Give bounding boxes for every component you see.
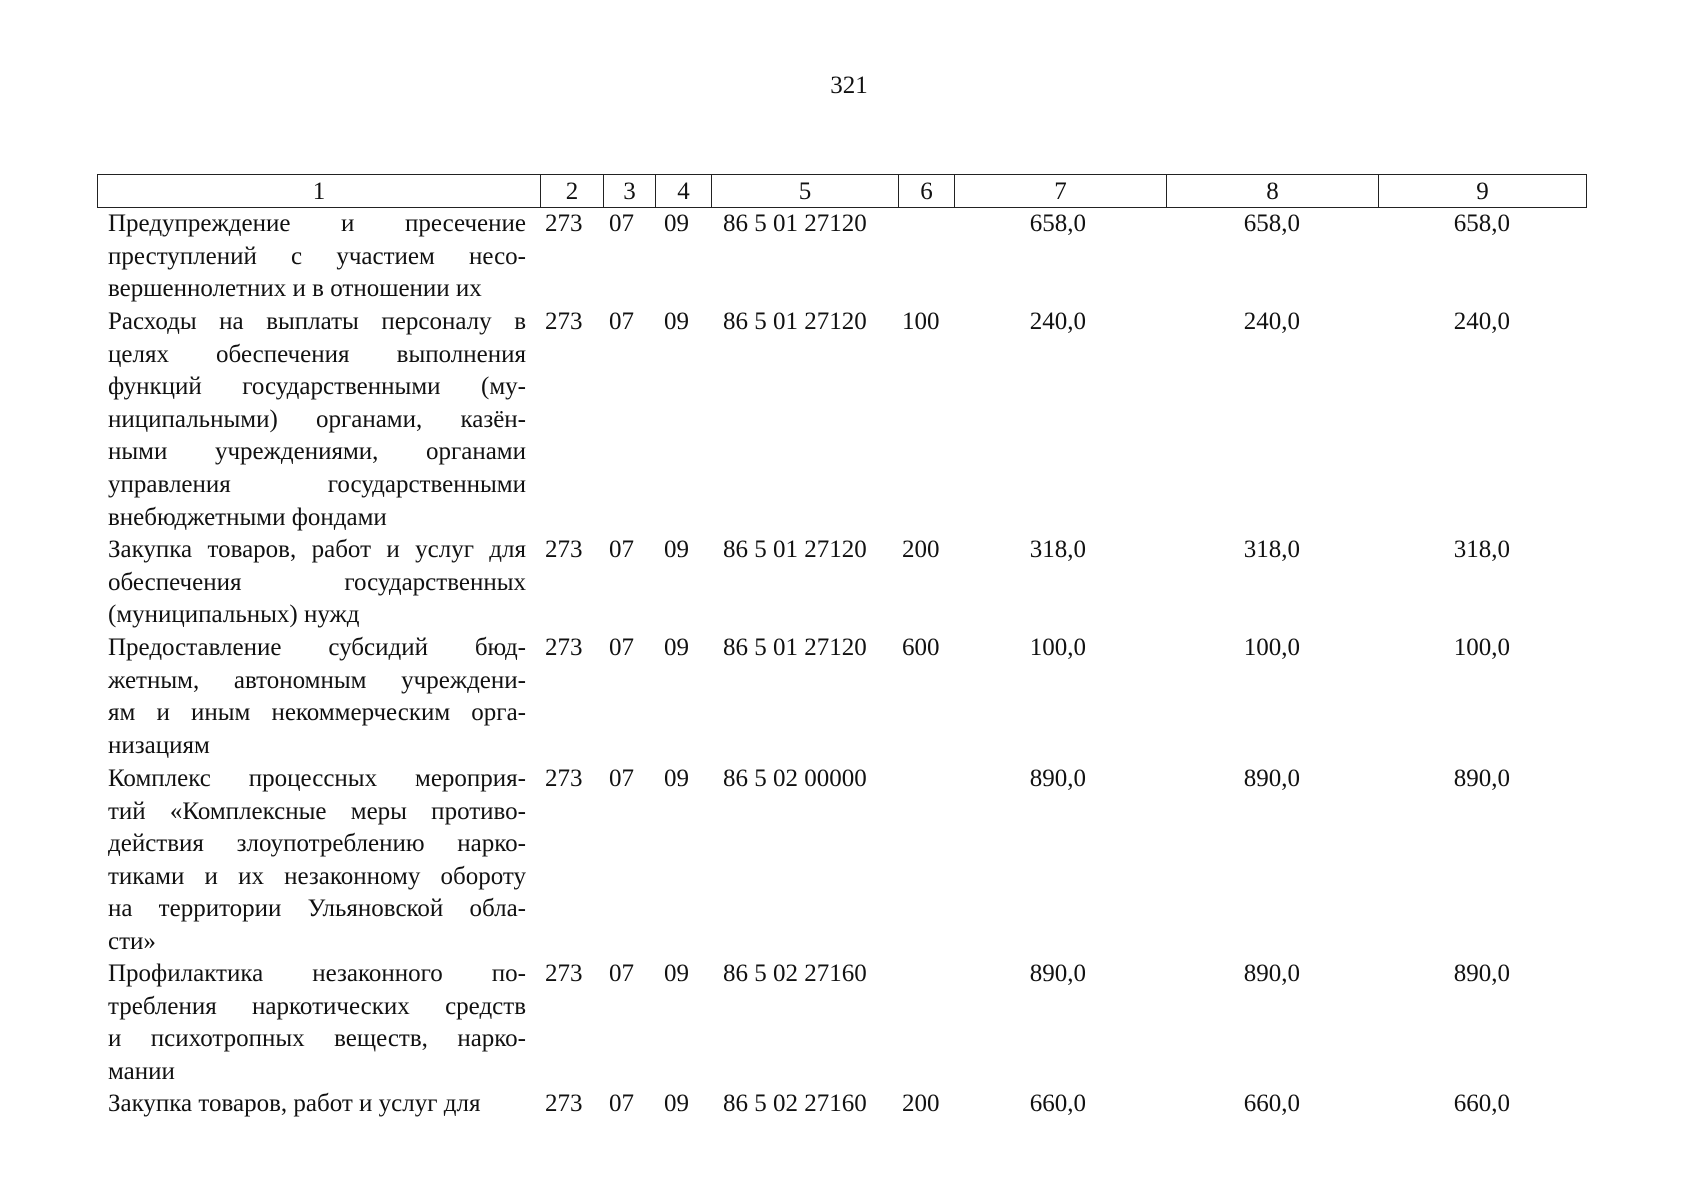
description-line: тий «Комплексные меры противо-: [108, 797, 526, 825]
cell-col-3: 07: [609, 308, 634, 335]
cell-col-8: 890,0: [1243, 960, 1300, 987]
cell-col-9: 100,0: [1453, 634, 1510, 661]
cell-col-2: 273: [545, 536, 583, 563]
cell-col-7: 890,0: [1029, 765, 1086, 792]
description-line: действия злоупотреблению нарко-: [108, 830, 526, 858]
cell-col-2: 273: [545, 765, 583, 792]
header-col-7: 7: [954, 175, 1166, 207]
description-line: Закупка товаров, работ и услуг для: [108, 536, 526, 563]
description-line: Профилактика незаконного по-: [108, 960, 526, 987]
description-line: ям и иным некоммерческим орга-: [108, 699, 526, 727]
cell-col-2: 273: [545, 634, 583, 661]
row-description: [108, 1088, 526, 1121]
cell-col-6: 200: [902, 1090, 940, 1117]
description-line: требления наркотических средств: [108, 992, 526, 1020]
description-line: (муниципальных) нужд: [108, 601, 360, 629]
description-line: Расходы на выплаты персоналу в: [108, 308, 526, 335]
header-col-4: 4: [655, 175, 711, 207]
cell-col-9: 240,0: [1453, 308, 1510, 335]
description-line: вершеннолетних и в отношении их: [108, 275, 482, 303]
description-line: функций государственными (му-: [108, 373, 526, 401]
cell-col-4: 09: [664, 960, 689, 987]
header-col-9: 9: [1378, 175, 1586, 207]
table-header: [97, 174, 1587, 208]
description-line: Предупреждение и пресечение: [108, 210, 526, 237]
description-line: внебюджетными фондами: [108, 503, 387, 531]
cell-col-9: 660,0: [1453, 1090, 1510, 1117]
description-line: жетным, автономным учреждени-: [108, 666, 526, 694]
description-line: Комплекс процессных мероприя-: [108, 765, 526, 792]
cell-col-9: 318,0: [1453, 536, 1510, 563]
cell-col-7: 660,0: [1029, 1090, 1086, 1117]
cell-col-6: 200: [902, 536, 940, 563]
description-line: сти»: [108, 927, 156, 955]
cell-col-8: 890,0: [1243, 765, 1300, 792]
description-line: управления государственными: [108, 470, 526, 498]
cell-col-5: 86 5 01 27120: [723, 536, 867, 563]
description-line: низациям: [108, 731, 210, 759]
cell-col-3: 07: [609, 960, 634, 987]
cell-col-5: 86 5 01 27120: [723, 308, 867, 335]
cell-col-3: 07: [609, 210, 634, 237]
header-col-1: 1: [312, 178, 326, 205]
cell-col-9: 658,0: [1453, 210, 1510, 237]
cell-col-7: 658,0: [1029, 210, 1086, 237]
header-col-8: 8: [1166, 175, 1378, 207]
cell-col-9: 890,0: [1453, 960, 1510, 987]
cell-col-5: 86 5 01 27120: [723, 634, 867, 661]
cell-col-4: 09: [664, 210, 689, 237]
description-line: на территории Ульяновской обла-: [108, 895, 526, 923]
description-line: мании: [108, 1057, 175, 1085]
cell-col-8: 100,0: [1243, 634, 1300, 661]
cell-col-2: 273: [545, 210, 583, 237]
row-description: [108, 534, 526, 632]
page-number: 321: [830, 72, 868, 99]
cell-col-3: 07: [609, 765, 634, 792]
row-description: [108, 632, 526, 762]
description-line: целях обеспечения выполнения: [108, 340, 526, 368]
cell-col-6: 600: [902, 634, 940, 661]
cell-col-8: 660,0: [1243, 1090, 1300, 1117]
cell-col-4: 09: [664, 765, 689, 792]
cell-col-7: 318,0: [1029, 536, 1086, 563]
cell-col-5: 86 5 02 00000: [723, 765, 867, 792]
description-line: Закупка товаров, работ и услуг для: [108, 1090, 481, 1117]
description-line: ниципальными) органами, казён-: [108, 405, 526, 433]
cell-col-4: 09: [664, 536, 689, 563]
description-line: преступлений с участием несо-: [108, 242, 526, 270]
cell-col-3: 07: [609, 634, 634, 661]
header-col-6: 6: [898, 175, 954, 207]
header-col-2: 2: [540, 175, 603, 207]
description-line: Предоставление субсидий бюд-: [108, 634, 526, 661]
cell-col-2: 273: [545, 1090, 583, 1117]
cell-col-5: 86 5 02 27160: [723, 960, 867, 987]
cell-col-8: 240,0: [1243, 308, 1300, 335]
header-col-3: 3: [603, 175, 655, 207]
cell-col-5: 86 5 01 27120: [723, 210, 867, 237]
description-line: тиками и их незаконному обороту: [108, 862, 526, 890]
cell-col-3: 07: [609, 536, 634, 563]
cell-col-7: 890,0: [1029, 960, 1086, 987]
cell-col-6: 100: [902, 308, 940, 335]
cell-col-8: 318,0: [1243, 536, 1300, 563]
cell-col-2: 273: [545, 960, 583, 987]
row-description: [108, 958, 526, 1088]
description-line: ными учреждениями, органами: [108, 438, 526, 466]
cell-col-2: 273: [545, 308, 583, 335]
cell-col-4: 09: [664, 634, 689, 661]
description-line: обеспечения государственных: [108, 568, 526, 596]
header-col-5: 5: [711, 175, 898, 207]
row-description: [108, 763, 526, 959]
cell-col-3: 07: [609, 1090, 634, 1117]
cell-col-4: 09: [664, 308, 689, 335]
cell-col-8: 658,0: [1243, 210, 1300, 237]
cell-col-7: 100,0: [1029, 634, 1086, 661]
cell-col-5: 86 5 02 27160: [723, 1090, 867, 1117]
description-line: и психотропных веществ, нарко-: [108, 1025, 526, 1053]
row-description: [108, 208, 526, 306]
row-description: [108, 306, 526, 534]
cell-col-7: 240,0: [1029, 308, 1086, 335]
cell-col-4: 09: [664, 1090, 689, 1117]
cell-col-9: 890,0: [1453, 765, 1510, 792]
